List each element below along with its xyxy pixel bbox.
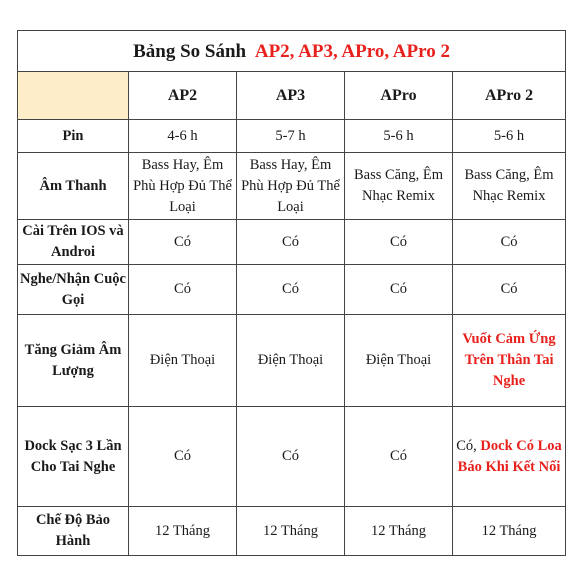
cell: 5-7 h	[237, 120, 345, 153]
row-dock	[18, 407, 566, 507]
header-corner-cell	[18, 72, 129, 120]
title-models: AP2, AP3, APro, APro 2	[254, 40, 450, 62]
cell: Có	[237, 265, 345, 315]
cell: Bass Căng, Êm Nhạc Remix	[453, 153, 566, 220]
cell: 12 Tháng	[453, 507, 566, 556]
row-label: Tăng Giảm Âm Lượng	[18, 315, 129, 407]
cell-highlight: Dock Có Loa Báo Khi Kết Nối	[457, 437, 562, 475]
row-label: Pin	[18, 120, 129, 153]
row-label: Chế Độ Bảo Hành	[18, 507, 129, 556]
cell: 5-6 h	[345, 120, 453, 153]
cell: Bass Hay, Êm Phù Hợp Đủ Thể Loại	[237, 153, 345, 220]
row-am-thanh	[18, 153, 566, 220]
title-prefix: Bảng So Sánh	[133, 40, 247, 62]
comparison-table	[17, 30, 566, 556]
title-row	[18, 31, 566, 72]
cell: 4-6 h	[129, 120, 237, 153]
cell: Có	[453, 220, 566, 265]
header-apro2: APro 2	[453, 72, 566, 120]
cell: Có	[129, 220, 237, 265]
table-title	[18, 31, 566, 72]
cell: Có	[453, 265, 566, 315]
comparison-table-container	[17, 30, 561, 556]
header-ap2: AP2	[129, 72, 237, 120]
cell: Có	[237, 220, 345, 265]
row-ios-android	[18, 220, 566, 265]
row-label: Dock Sạc 3 Lần Cho Tai Nghe	[18, 407, 129, 507]
cell: Có	[237, 407, 345, 507]
row-label: Âm Thanh	[18, 153, 129, 220]
header-ap3: AP3	[237, 72, 345, 120]
cell: Điện Thoại	[129, 315, 237, 407]
cell: Bass Căng, Êm Nhạc Remix	[345, 153, 453, 220]
row-call	[18, 265, 566, 315]
cell: Có	[345, 220, 453, 265]
row-label: Nghe/Nhận Cuộc Gọi	[18, 265, 129, 315]
cell: Có	[345, 265, 453, 315]
cell: Bass Hay, Êm Phù Hợp Đủ Thể Loại	[129, 153, 237, 220]
cell-mixed	[453, 407, 566, 507]
cell: Có	[129, 265, 237, 315]
cell-highlight: Vuốt Cảm Ứng Trên Thân Tai Nghe	[453, 315, 566, 407]
cell: 12 Tháng	[345, 507, 453, 556]
row-label: Cài Trên IOS và Androi	[18, 220, 129, 265]
row-pin	[18, 120, 566, 153]
header-row	[18, 72, 566, 120]
cell: Có	[129, 407, 237, 507]
cell: Có	[345, 407, 453, 507]
cell: 12 Tháng	[129, 507, 237, 556]
cell: 5-6 h	[453, 120, 566, 153]
cell-prefix: Có,	[456, 437, 477, 454]
header-apro: APro	[345, 72, 453, 120]
cell: Điện Thoại	[345, 315, 453, 407]
row-warranty	[18, 507, 566, 556]
cell: 12 Tháng	[237, 507, 345, 556]
cell: Điện Thoại	[237, 315, 345, 407]
row-volume	[18, 315, 566, 407]
